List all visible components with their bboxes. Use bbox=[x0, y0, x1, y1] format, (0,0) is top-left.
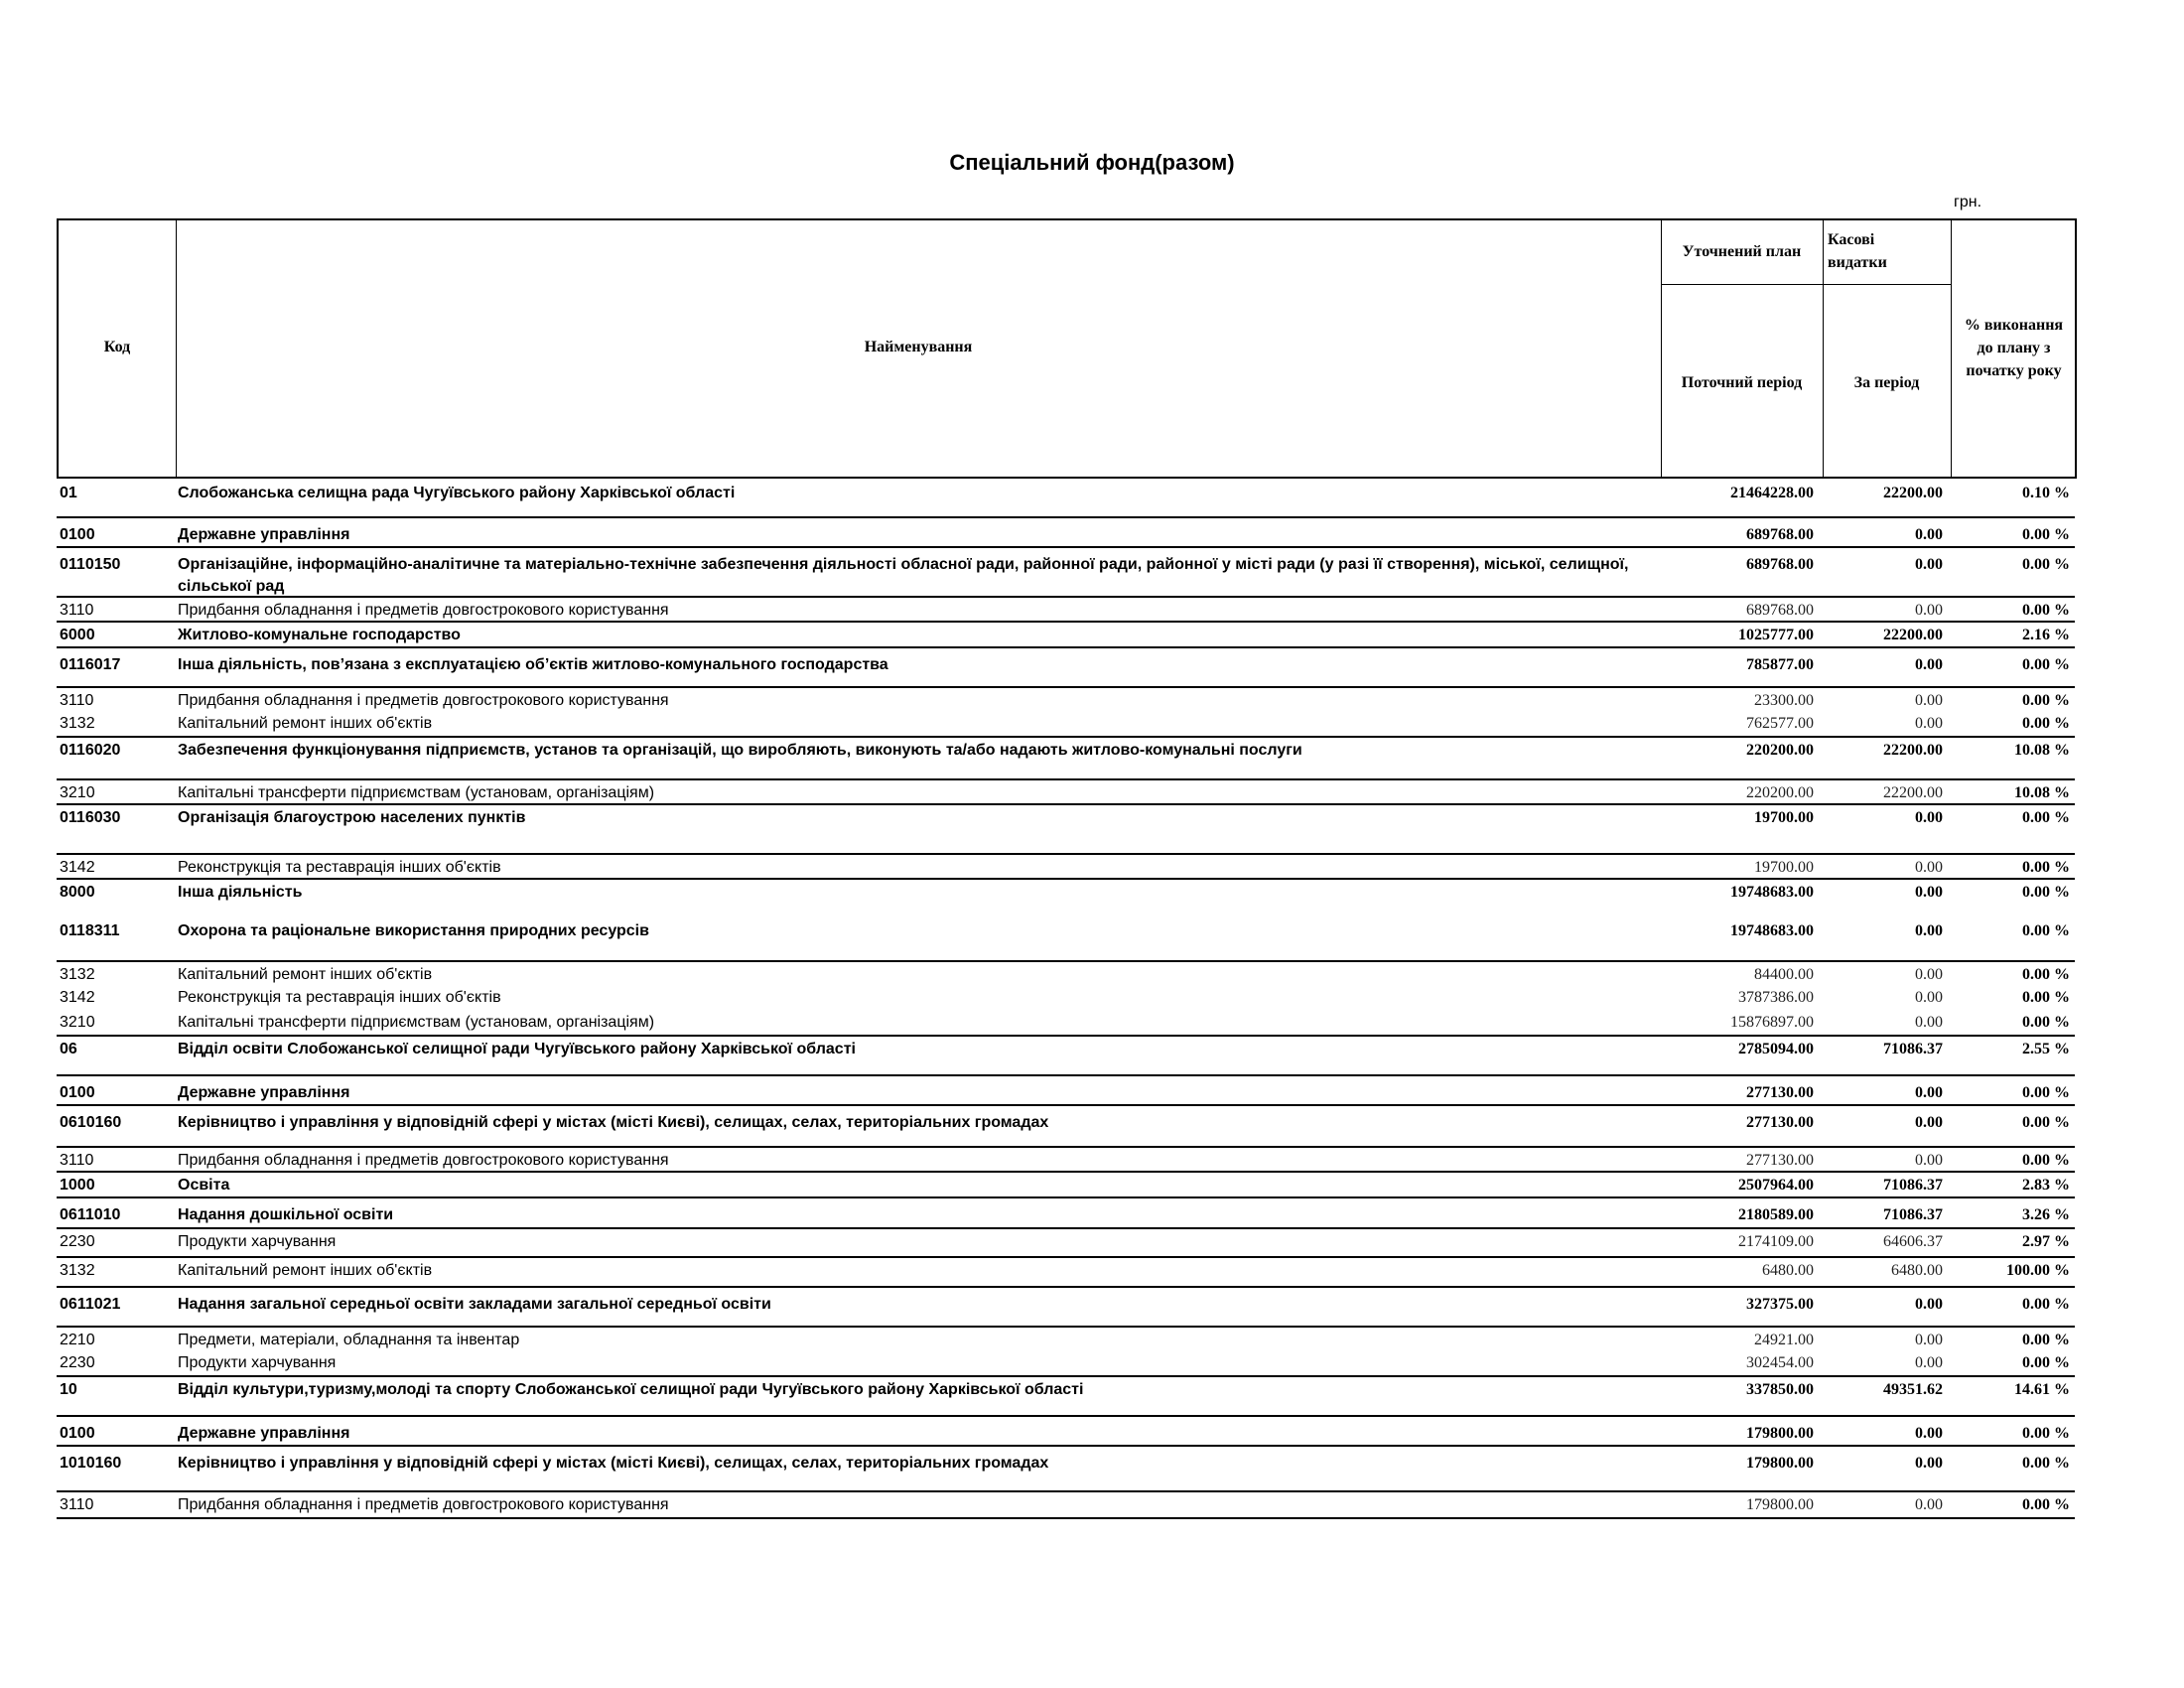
table-row bbox=[57, 1415, 2075, 1447]
table-row bbox=[57, 853, 2075, 880]
row-name: Державне управління bbox=[178, 526, 350, 543]
row-fact: 0.00 bbox=[1915, 966, 1943, 983]
row-code: 2230 bbox=[60, 1354, 95, 1371]
table-row bbox=[57, 878, 2075, 916]
row-name: Надання загальної середньої освіти закладами загальної середньої освіти bbox=[178, 1296, 771, 1313]
table-row bbox=[57, 646, 2075, 688]
row-name: Відділ культури,туризму,молоді та спорту Слобожанської селищної ради Чугуївського району Харківської області bbox=[178, 1381, 1084, 1398]
row-code: 3110 bbox=[60, 602, 94, 619]
row-code: 3132 bbox=[60, 1262, 95, 1279]
row-fact: 0.00 bbox=[1915, 1114, 1943, 1131]
table-row bbox=[57, 1227, 2075, 1258]
row-plan: 179800.00 bbox=[1746, 1425, 1814, 1442]
row-plan: 689768.00 bbox=[1746, 556, 1814, 573]
row-code: 3210 bbox=[60, 1014, 95, 1031]
row-name: Придбання обладнання і предметів довгострокового користування bbox=[178, 1152, 669, 1169]
row-pct: 0.00 % bbox=[2022, 1014, 2070, 1031]
row-code: 3142 bbox=[60, 859, 95, 876]
row-pct: 2.83 % bbox=[2022, 1177, 2070, 1194]
header-fact-bottom: За період bbox=[1853, 374, 1920, 391]
row-pct: 0.00 % bbox=[2022, 1332, 2070, 1348]
row-name: Придбання обладнання і предметів довгострокового користування bbox=[178, 692, 669, 709]
row-code: 8000 bbox=[60, 884, 95, 901]
row-name: Капітальний ремонт інших об'єктів bbox=[178, 1262, 433, 1279]
row-name: Відділ освіти Слобожанської селищної ради Чугуївського району Харківської області bbox=[178, 1041, 856, 1057]
row-pct: 0.00 % bbox=[2022, 1084, 2070, 1101]
row-code: 0116020 bbox=[60, 742, 121, 759]
row-code: 10 bbox=[60, 1381, 77, 1398]
row-fact: 0.00 bbox=[1915, 1152, 1943, 1169]
row-plan: 24921.00 bbox=[1754, 1332, 1814, 1348]
row-fact: 0.00 bbox=[1915, 692, 1943, 709]
row-pct: 0.00 % bbox=[2022, 1455, 2070, 1472]
row-code: 01 bbox=[60, 485, 77, 501]
row-pct: 0.00 % bbox=[2022, 1114, 2070, 1131]
row-plan: 785877.00 bbox=[1746, 656, 1814, 673]
row-plan: 19700.00 bbox=[1754, 859, 1814, 876]
row-plan: 21464228.00 bbox=[1730, 485, 1814, 501]
row-code: 0110150 bbox=[60, 556, 121, 573]
row-name: Продукти харчування bbox=[178, 1354, 337, 1371]
row-plan: 19748683.00 bbox=[1730, 922, 1814, 939]
row-code: 3132 bbox=[60, 715, 95, 732]
row-pct: 14.61 % bbox=[2014, 1381, 2070, 1398]
row-plan: 689768.00 bbox=[1746, 526, 1814, 543]
header-pct-3: початку року bbox=[1966, 362, 2062, 379]
table-row bbox=[57, 985, 2075, 1010]
header-pct-1: % виконання bbox=[1964, 317, 2064, 334]
row-fact: 0.00 bbox=[1915, 922, 1943, 939]
row-code: 0100 bbox=[60, 1084, 95, 1101]
row-pct: 100.00 % bbox=[2006, 1262, 2070, 1279]
row-plan: 327375.00 bbox=[1746, 1296, 1814, 1313]
table-row bbox=[57, 1490, 2075, 1519]
table-row bbox=[57, 1104, 2075, 1148]
row-code: 0116030 bbox=[60, 809, 121, 826]
row-plan: 220200.00 bbox=[1746, 784, 1814, 801]
row-name: Надання дошкільної освіти bbox=[178, 1206, 394, 1223]
row-name: Капітальний ремонт інших об'єктів bbox=[178, 966, 433, 983]
row-code: 0611010 bbox=[60, 1206, 121, 1223]
row-fact: 0.00 bbox=[1915, 1296, 1943, 1313]
row-fact: 0.00 bbox=[1915, 602, 1943, 619]
row-plan: 2507964.00 bbox=[1738, 1177, 1814, 1194]
row-plan: 179800.00 bbox=[1746, 1496, 1814, 1513]
table-row bbox=[57, 914, 2075, 960]
row-name: Охорона та раціональне використання природних ресурсів bbox=[178, 922, 649, 939]
row-plan: 3787386.00 bbox=[1738, 989, 1814, 1006]
row-fact: 0.00 bbox=[1915, 1332, 1943, 1348]
row-name: Капітальні трансферти підприємствам (установам, організаціям) bbox=[178, 1014, 655, 1031]
table-row bbox=[57, 1035, 2075, 1076]
row-plan: 19700.00 bbox=[1754, 809, 1814, 826]
table-row bbox=[57, 621, 2075, 648]
row-fact: 0.00 bbox=[1915, 1496, 1943, 1513]
row-name: Придбання обладнання і предметів довгострокового користування bbox=[178, 1496, 669, 1513]
row-name: Придбання обладнання і предметів довгострокового користування bbox=[178, 602, 669, 619]
row-fact: 64606.37 bbox=[1883, 1233, 1943, 1250]
table-row bbox=[57, 1445, 2075, 1492]
row-name: Забезпечення функціонування підприємств, установ та організацій, що виробляють, виконують та/або надають житлово-комунальні послуги bbox=[178, 742, 1302, 759]
table-row bbox=[57, 1196, 2075, 1229]
table-row bbox=[57, 1286, 2075, 1328]
row-pct: 10.08 % bbox=[2014, 784, 2070, 801]
table-row bbox=[57, 1256, 2075, 1288]
row-name: Предмети, матеріали, обладнання та інвентар bbox=[178, 1332, 520, 1348]
row-name: Державне управління bbox=[178, 1084, 350, 1101]
row-pct: 2.97 % bbox=[2022, 1233, 2070, 1250]
row-plan: 84400.00 bbox=[1754, 966, 1814, 983]
row-pct: 10.08 % bbox=[2014, 742, 2070, 759]
row-fact: 22200.00 bbox=[1883, 485, 1943, 501]
row-plan: 23300.00 bbox=[1754, 692, 1814, 709]
row-fact: 0.00 bbox=[1915, 656, 1943, 673]
row-plan: 2785094.00 bbox=[1738, 1041, 1814, 1057]
row-pct: 0.00 % bbox=[2022, 922, 2070, 939]
row-pct: 0.00 % bbox=[2022, 966, 2070, 983]
row-pct: 2.16 % bbox=[2022, 627, 2070, 643]
row-code: 0100 bbox=[60, 526, 95, 543]
row-pct: 0.00 % bbox=[2022, 1496, 2070, 1513]
row-fact: 0.00 bbox=[1915, 1354, 1943, 1371]
row-fact: 6480.00 bbox=[1891, 1262, 1943, 1279]
row-pct: 0.00 % bbox=[2022, 1152, 2070, 1169]
row-plan: 15876897.00 bbox=[1730, 1014, 1814, 1031]
row-code: 2230 bbox=[60, 1233, 95, 1250]
header-fact-top-1: Касові bbox=[1828, 231, 1875, 248]
row-plan: 277130.00 bbox=[1746, 1152, 1814, 1169]
row-pct: 0.00 % bbox=[2022, 1425, 2070, 1442]
table-row bbox=[57, 1375, 2075, 1417]
row-plan: 302454.00 bbox=[1746, 1354, 1814, 1371]
row-pct: 0.00 % bbox=[2022, 859, 2070, 876]
row-plan: 277130.00 bbox=[1746, 1084, 1814, 1101]
row-plan: 220200.00 bbox=[1746, 742, 1814, 759]
table-row bbox=[57, 596, 2075, 623]
table-row bbox=[57, 1350, 2075, 1375]
page-title: Спеціальний фонд(разом) bbox=[949, 150, 1235, 175]
row-code: 1000 bbox=[60, 1177, 95, 1194]
row-plan: 762577.00 bbox=[1746, 715, 1814, 732]
table-row bbox=[57, 686, 2075, 713]
table-row bbox=[57, 1074, 2075, 1106]
row-plan: 277130.00 bbox=[1746, 1114, 1814, 1131]
row-code: 3142 bbox=[60, 989, 95, 1006]
table-header bbox=[57, 218, 2077, 479]
row-fact: 22200.00 bbox=[1883, 784, 1943, 801]
row-fact: 0.00 bbox=[1915, 884, 1943, 901]
row-pct: 0.00 % bbox=[2022, 884, 2070, 901]
row-pct: 0.00 % bbox=[2022, 809, 2070, 826]
row-pct: 0.00 % bbox=[2022, 556, 2070, 573]
row-code: 3110 bbox=[60, 1496, 94, 1513]
row-name: Керівництво і управління у відповідній сфері у містах (місті Києві), селищах, селах, територіальних громадах bbox=[178, 1114, 1049, 1131]
row-fact: 0.00 bbox=[1915, 715, 1943, 732]
row-name: Державне управління bbox=[178, 1425, 350, 1442]
row-code: 3110 bbox=[60, 692, 94, 709]
table-row bbox=[57, 778, 2075, 805]
row-fact: 0.00 bbox=[1915, 526, 1943, 543]
row-fact: 0.00 bbox=[1915, 1084, 1943, 1101]
row-name: Житлово-комунальне господарство bbox=[178, 627, 461, 643]
row-plan: 19748683.00 bbox=[1730, 884, 1814, 901]
table-row bbox=[57, 516, 2075, 548]
table-row bbox=[57, 1326, 2075, 1352]
row-name: Організаційне, інформаційно-аналітичне та матеріально-технічне забезпечення діяльності обласної ради, районної ради, районної у місті ради (у разі її створення), міської, селищної, сільської рад bbox=[178, 556, 1629, 595]
table-row bbox=[57, 803, 2075, 855]
row-fact: 22200.00 bbox=[1883, 742, 1943, 759]
row-code: 3210 bbox=[60, 784, 95, 801]
header-fact-top-2: видатки bbox=[1828, 254, 1887, 271]
table-row bbox=[57, 736, 2075, 780]
row-name: Керівництво і управління у відповідній сфері у містах (місті Києві), селищах, селах, територіальних громадах bbox=[178, 1455, 1049, 1472]
header-pct-2: до плану з bbox=[1977, 340, 2051, 356]
row-pct: 0.00 % bbox=[2022, 989, 2070, 1006]
row-fact: 71086.37 bbox=[1883, 1041, 1943, 1057]
row-name: Інша діяльність, пов’язана з експлуатацією об’єктів житлово-комунального господарства bbox=[178, 656, 888, 673]
row-code: 3132 bbox=[60, 966, 95, 983]
row-fact: 71086.37 bbox=[1883, 1177, 1943, 1194]
header-code: Код bbox=[103, 339, 131, 355]
row-code: 0118311 bbox=[60, 922, 120, 939]
row-plan: 337850.00 bbox=[1746, 1381, 1814, 1398]
header-plan-bottom: Поточний період bbox=[1681, 374, 1803, 391]
table-row bbox=[57, 1171, 2075, 1198]
row-fact: 0.00 bbox=[1915, 859, 1943, 876]
row-code: 3110 bbox=[60, 1152, 94, 1169]
row-fact: 49351.62 bbox=[1883, 1381, 1943, 1398]
row-name: Слобожанська селищна рада Чугуївського району Харківської області bbox=[178, 485, 736, 501]
row-code: 6000 bbox=[60, 627, 95, 643]
row-plan: 689768.00 bbox=[1746, 602, 1814, 619]
row-code: 0610160 bbox=[60, 1114, 122, 1131]
row-fact: 0.00 bbox=[1915, 1425, 1943, 1442]
row-pct: 2.55 % bbox=[2022, 1041, 2070, 1057]
table-row bbox=[57, 711, 2075, 736]
row-name: Організація благоустрою населених пунктів bbox=[178, 809, 526, 826]
row-plan: 6480.00 bbox=[1762, 1262, 1814, 1279]
table-row bbox=[57, 1146, 2075, 1173]
header-plan-top: Уточнений план bbox=[1682, 243, 1802, 260]
header-name: Найменування bbox=[864, 339, 973, 355]
row-pct: 0.00 % bbox=[2022, 602, 2070, 619]
row-code: 2210 bbox=[60, 1332, 95, 1348]
row-pct: 0.00 % bbox=[2022, 656, 2070, 673]
row-fact: 71086.37 bbox=[1883, 1206, 1943, 1223]
row-plan: 1025777.00 bbox=[1738, 627, 1814, 643]
table-row bbox=[57, 1010, 2075, 1035]
row-fact: 0.00 bbox=[1915, 1014, 1943, 1031]
row-name: Реконструкція та реставрація інших об'єктів bbox=[178, 989, 501, 1006]
row-code: 0116017 bbox=[60, 656, 121, 673]
row-name: Капітальні трансферти підприємствам (установам, організаціям) bbox=[178, 784, 655, 801]
row-name: Реконструкція та реставрація інших об'єктів bbox=[178, 859, 501, 876]
row-name: Освіта bbox=[178, 1177, 230, 1194]
row-pct: 3.26 % bbox=[2022, 1206, 2070, 1223]
row-name: Капітальний ремонт інших об'єктів bbox=[178, 715, 433, 732]
row-fact: 22200.00 bbox=[1883, 627, 1943, 643]
row-pct: 0.00 % bbox=[2022, 1296, 2070, 1313]
table-row bbox=[57, 546, 2075, 598]
row-code: 0611021 bbox=[60, 1296, 121, 1313]
row-code: 0100 bbox=[60, 1425, 95, 1442]
row-pct: 0.00 % bbox=[2022, 692, 2070, 709]
row-name: Продукти харчування bbox=[178, 1233, 337, 1250]
row-plan: 2180589.00 bbox=[1738, 1206, 1814, 1223]
row-code: 06 bbox=[60, 1041, 77, 1057]
row-fact: 0.00 bbox=[1915, 989, 1943, 1006]
row-pct: 0.00 % bbox=[2022, 526, 2070, 543]
row-fact: 0.00 bbox=[1915, 809, 1943, 826]
row-fact: 0.00 bbox=[1915, 1455, 1943, 1472]
row-fact: 0.00 bbox=[1915, 556, 1943, 573]
table-row bbox=[57, 960, 2075, 987]
row-plan: 179800.00 bbox=[1746, 1455, 1814, 1472]
row-name: Інша діяльність bbox=[178, 884, 303, 901]
row-pct: 0.00 % bbox=[2022, 1354, 2070, 1371]
row-plan: 2174109.00 bbox=[1738, 1233, 1814, 1250]
row-pct: 0.00 % bbox=[2022, 715, 2070, 732]
row-code: 1010160 bbox=[60, 1455, 122, 1472]
currency-unit: грн. bbox=[1954, 194, 1982, 211]
table-row bbox=[57, 477, 2075, 516]
row-pct: 0.10 % bbox=[2022, 485, 2070, 501]
